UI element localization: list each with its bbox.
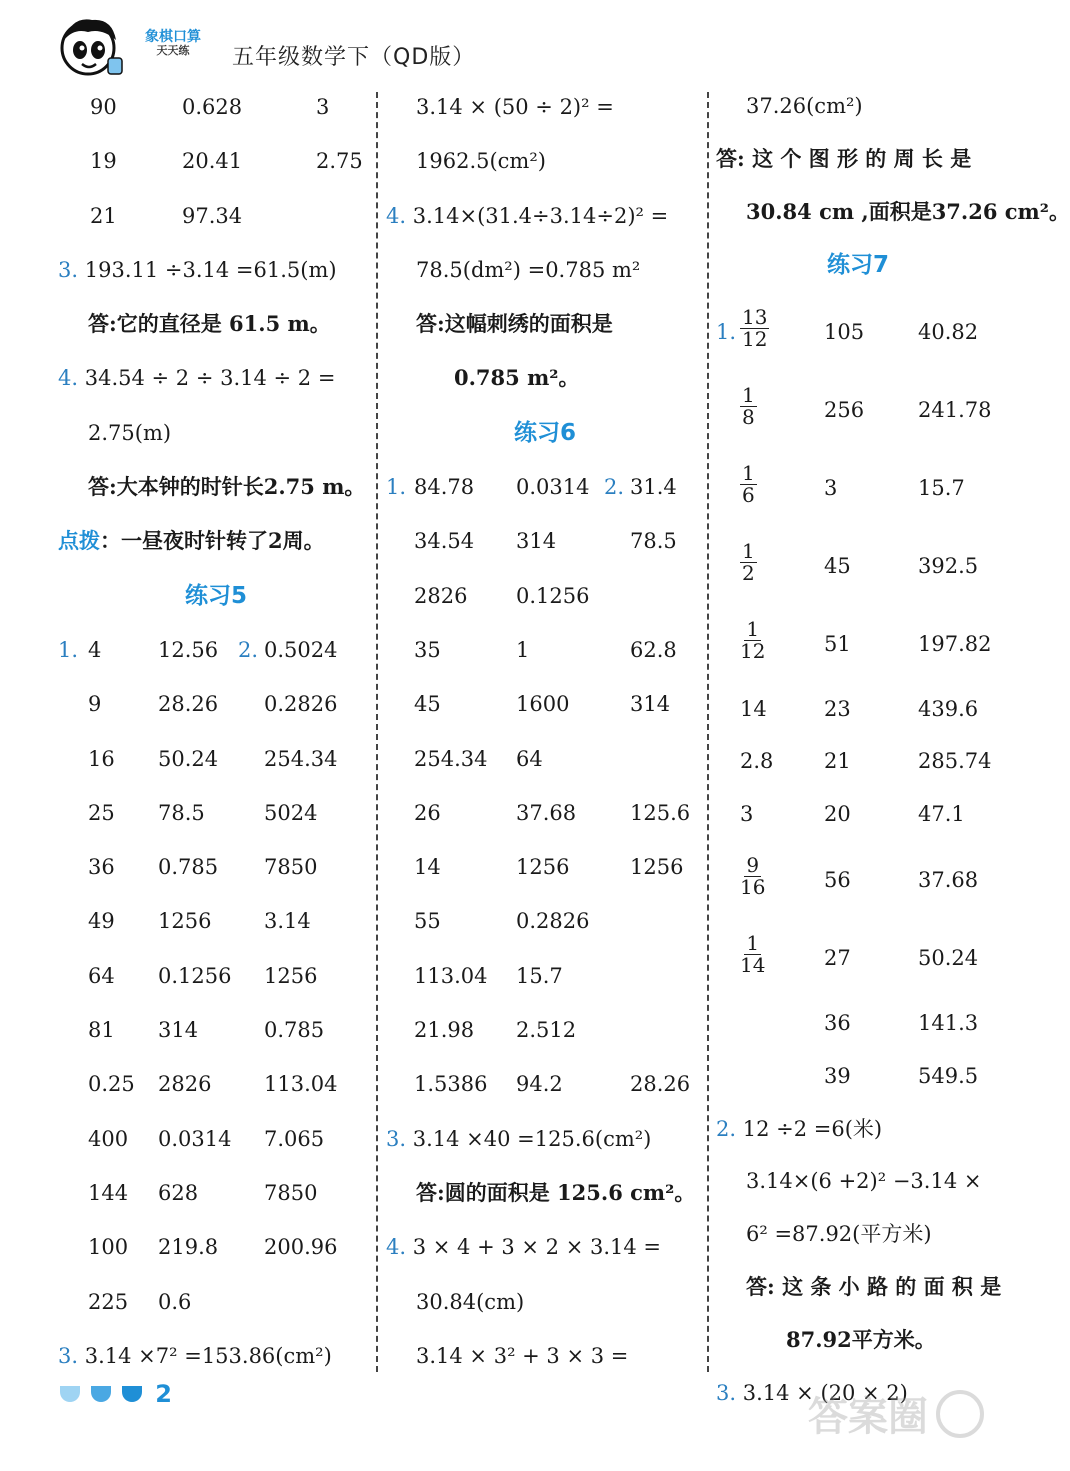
cell: 37.68 bbox=[516, 800, 577, 825]
cell: 0.0314 bbox=[516, 475, 590, 500]
cell: 254.34 bbox=[264, 746, 338, 771]
fraction-numerator: 1 bbox=[742, 382, 755, 407]
cell: 56 bbox=[824, 868, 851, 893]
fraction-numerator: 1 bbox=[742, 538, 755, 563]
cell: 27 bbox=[824, 946, 851, 971]
cell: 2826 bbox=[414, 583, 468, 608]
cell: 64 bbox=[88, 963, 115, 988]
question-number: 2. bbox=[604, 475, 625, 500]
column-1 bbox=[58, 80, 374, 1383]
cell: 7850 bbox=[264, 1180, 318, 1205]
fraction bbox=[740, 382, 757, 429]
cell: 45 bbox=[414, 692, 441, 717]
cell: 28.26 bbox=[158, 692, 219, 717]
cell: 0.628 bbox=[182, 95, 243, 119]
cell: 20 bbox=[824, 802, 851, 827]
cell: 0.25 bbox=[88, 1072, 135, 1097]
question-4 bbox=[386, 189, 704, 243]
fraction-denominator: 2 bbox=[742, 560, 755, 585]
answer-row bbox=[386, 569, 704, 623]
column-divider bbox=[376, 92, 378, 1372]
answer-row bbox=[716, 1050, 1000, 1103]
cell: 113.04 bbox=[264, 1072, 338, 1097]
answer-row bbox=[716, 371, 1000, 449]
cell: 51 bbox=[824, 631, 851, 656]
section-title: 练习5 bbox=[184, 582, 247, 609]
page-footer bbox=[60, 1380, 172, 1408]
cell: 0.2826 bbox=[516, 909, 590, 934]
cell: 55 bbox=[414, 909, 441, 934]
cell: 5024 bbox=[264, 800, 318, 825]
expression-line: 3.14 × 3² + 3 × 3 = bbox=[416, 1343, 629, 1368]
answer-row bbox=[716, 293, 1000, 371]
answer-row bbox=[58, 949, 374, 1003]
decor-dot-icon bbox=[60, 1386, 80, 1402]
fraction-numerator: 1 bbox=[746, 931, 760, 956]
cell: 1 bbox=[516, 637, 530, 662]
answer-row bbox=[58, 732, 374, 786]
cell: 90 bbox=[90, 95, 117, 119]
exercise7-rows bbox=[716, 293, 1000, 1103]
cell: 392.5 bbox=[918, 553, 979, 578]
fraction-denominator: 14 bbox=[740, 953, 766, 978]
question-number: 4. bbox=[386, 1235, 407, 1260]
cell: 39 bbox=[824, 1063, 851, 1088]
cell: 197.82 bbox=[918, 631, 992, 656]
cell: 219.8 bbox=[158, 1235, 219, 1260]
exercise5-rows bbox=[58, 623, 374, 1329]
question-4 bbox=[386, 1220, 704, 1274]
hint-text: ：一昼夜时针转了2周。 bbox=[100, 528, 325, 554]
cell: 64 bbox=[516, 746, 543, 771]
answer-row bbox=[386, 840, 704, 894]
cell: 49 bbox=[88, 909, 115, 934]
question-number: 2. bbox=[716, 1116, 737, 1141]
brand-line1: 象棋口算 bbox=[145, 29, 201, 45]
question-number: 3. bbox=[386, 1126, 407, 1151]
column-3 bbox=[716, 80, 1070, 1405]
cell: 1600 bbox=[516, 692, 570, 717]
cell: 15.7 bbox=[516, 963, 563, 988]
cell: 0.2826 bbox=[264, 692, 338, 717]
cell: 23 bbox=[824, 696, 851, 721]
column-divider bbox=[707, 92, 709, 1372]
answer-row bbox=[58, 786, 374, 840]
book-title: 五年级数学下（QD版） bbox=[232, 45, 476, 70]
cell: 3.14 bbox=[264, 909, 311, 934]
question-number: 4. bbox=[386, 203, 407, 228]
cell: 37.68 bbox=[918, 868, 979, 893]
question-2 bbox=[716, 1103, 1000, 1156]
cell: 20.41 bbox=[182, 149, 243, 174]
cell: 21.98 bbox=[414, 1018, 475, 1043]
cell: 16 bbox=[88, 746, 115, 771]
answer-line: 答:这幅刺绣的面积是 bbox=[416, 311, 613, 337]
cell: 34.54 bbox=[414, 529, 475, 554]
cell: 81 bbox=[88, 1018, 115, 1043]
cell: 2.75 bbox=[316, 149, 363, 174]
cell: 0.5024 bbox=[264, 637, 338, 662]
cell: 19 bbox=[90, 149, 117, 174]
answer-row bbox=[386, 894, 704, 948]
cell: 314 bbox=[516, 529, 557, 554]
cell: 0.1256 bbox=[516, 583, 590, 608]
answer-line: 0.785 m²。 bbox=[454, 365, 580, 391]
answer-row bbox=[58, 1057, 374, 1111]
question-3 bbox=[58, 243, 374, 297]
decor-dot-icon bbox=[91, 1386, 111, 1402]
brand-logo bbox=[130, 30, 216, 57]
fraction-denominator: 6 bbox=[742, 482, 755, 507]
cell: 439.6 bbox=[918, 696, 979, 721]
answer-row bbox=[58, 134, 374, 188]
cell: 2.512 bbox=[516, 1018, 577, 1043]
answer-row bbox=[386, 786, 704, 840]
cell: 15.7 bbox=[918, 475, 965, 500]
expression-line: 2.75(m) bbox=[88, 420, 172, 445]
cell: 0.1256 bbox=[158, 963, 232, 988]
cell: 50.24 bbox=[918, 946, 979, 971]
cell: 1.5386 bbox=[414, 1072, 488, 1097]
cell: 2826 bbox=[158, 1072, 212, 1097]
cell: 144 bbox=[88, 1180, 129, 1205]
cell: 78.5 bbox=[630, 529, 677, 554]
cell: 31.4 bbox=[630, 475, 677, 500]
exercise6-rows bbox=[386, 460, 704, 1112]
answer-row bbox=[58, 1112, 374, 1166]
answer-line: 30.84 cm ,面积是37.26 cm²。 bbox=[746, 198, 1070, 224]
cell: 0.785 bbox=[264, 1018, 325, 1043]
cell: 628 bbox=[158, 1180, 199, 1205]
cell: 4 bbox=[88, 637, 102, 662]
expression: 3.14×(31.4÷3.14÷2)² = bbox=[412, 203, 669, 228]
fraction-denominator: 12 bbox=[742, 326, 768, 351]
svg-text:答案圈: 答案圈 bbox=[808, 1394, 928, 1440]
answer-row bbox=[386, 623, 704, 677]
cell: 105 bbox=[824, 319, 865, 344]
section-title: 练习7 bbox=[826, 252, 889, 279]
page-number: 2 bbox=[155, 1380, 172, 1408]
answer-line: 87.92平方米。 bbox=[786, 1326, 936, 1352]
answer-line: 答:它的直径是 61.5 m。 bbox=[88, 311, 331, 337]
cell: 1256 bbox=[158, 909, 212, 934]
question-number: 1. bbox=[386, 475, 407, 500]
answer-row bbox=[716, 997, 1000, 1050]
fraction-denominator: 12 bbox=[740, 638, 766, 663]
fraction bbox=[740, 855, 765, 898]
cell: 21 bbox=[90, 203, 117, 228]
answer-row bbox=[386, 1057, 704, 1111]
cell: 285.74 bbox=[918, 749, 992, 774]
section-title: 练习6 bbox=[513, 419, 576, 446]
question-number: 1. bbox=[58, 637, 79, 662]
cell: 7.065 bbox=[264, 1126, 325, 1151]
expression: 3.14 ×7² =153.86(cm²) bbox=[84, 1343, 332, 1368]
expression-line: 37.26(cm²) bbox=[746, 94, 863, 118]
question-number: 4. bbox=[58, 366, 79, 391]
answer-row bbox=[58, 840, 374, 894]
answer-row bbox=[386, 460, 704, 514]
cell: 256 bbox=[824, 397, 865, 422]
cell: 14 bbox=[740, 696, 767, 721]
cell: 97.34 bbox=[182, 203, 243, 228]
expression-line: 3.14 × (50 ÷ 2)² = bbox=[416, 95, 614, 119]
hint-tag: 点拨 bbox=[58, 528, 100, 554]
answer-line: 答: 这 条 小 路 的 面 积 是 bbox=[746, 1274, 1002, 1300]
cell: 9 bbox=[88, 692, 102, 717]
fraction-numerator: 1 bbox=[746, 616, 760, 641]
answer-row bbox=[716, 449, 1000, 527]
answer-row bbox=[58, 677, 374, 731]
cell: 28.26 bbox=[630, 1072, 691, 1097]
cell: 94.2 bbox=[516, 1072, 563, 1097]
question-number: 3. bbox=[58, 1343, 79, 1368]
cell: 400 bbox=[88, 1126, 129, 1151]
fraction-numerator: 13 bbox=[742, 304, 768, 329]
answer-row bbox=[386, 732, 704, 786]
question-number: 1. bbox=[716, 319, 737, 344]
answer-line: 答: 这 个 图 形 的 周 长 是 bbox=[716, 145, 972, 171]
cell: 241.78 bbox=[918, 397, 992, 422]
cell: 35 bbox=[414, 637, 441, 662]
decor-dot-icon bbox=[122, 1386, 142, 1402]
answer-row bbox=[716, 735, 1000, 788]
answer-row bbox=[716, 788, 1000, 841]
cell: 113.04 bbox=[414, 963, 488, 988]
cell: 3 bbox=[316, 95, 330, 119]
cell: 78.5 bbox=[158, 800, 205, 825]
cell: 50.24 bbox=[158, 746, 219, 771]
cell: 26 bbox=[414, 800, 441, 825]
watermark-logo bbox=[800, 1380, 990, 1466]
cell: 25 bbox=[88, 800, 115, 825]
question-number: 2. bbox=[238, 637, 259, 662]
hint-line bbox=[58, 514, 374, 568]
cell: 100 bbox=[88, 1235, 129, 1260]
answer-row bbox=[716, 527, 1000, 605]
fraction bbox=[740, 304, 769, 351]
cell: 1256 bbox=[630, 855, 684, 880]
answer-row bbox=[58, 894, 374, 948]
cell: 36 bbox=[88, 855, 115, 880]
fraction bbox=[740, 460, 757, 507]
expression-line: 78.5(dm²) =0.785 m² bbox=[416, 257, 641, 282]
cell: 45 bbox=[824, 553, 851, 578]
column-2 bbox=[386, 80, 704, 1383]
fraction-denominator: 16 bbox=[740, 875, 766, 900]
cell: 12.56 bbox=[158, 637, 219, 662]
cell: 62.8 bbox=[630, 637, 677, 662]
cell: 21 bbox=[824, 749, 851, 774]
answer-row bbox=[386, 514, 704, 568]
answer-row bbox=[386, 677, 704, 731]
cell: 0.785 bbox=[158, 855, 219, 880]
expression-line: 3.14×(6 +2)² −3.14 × bbox=[746, 1169, 982, 1194]
answer-row bbox=[58, 189, 374, 243]
answer-row bbox=[386, 1003, 704, 1057]
cell: 314 bbox=[630, 692, 671, 717]
fraction bbox=[740, 538, 757, 585]
answer-row bbox=[58, 1220, 374, 1274]
mascot-icon bbox=[52, 10, 130, 82]
answer-row bbox=[58, 1003, 374, 1057]
cell: 125.6 bbox=[630, 800, 691, 825]
question-4 bbox=[58, 351, 374, 405]
expression: 3.14 ×40 =125.6(cm²) bbox=[412, 1126, 652, 1151]
expression: 3.14 × (20 × 2) bbox=[742, 1380, 908, 1405]
cell: 36 bbox=[824, 1011, 851, 1036]
fraction bbox=[740, 933, 765, 976]
expression: 12 ÷2 =6(米) bbox=[742, 1116, 883, 1141]
answer-row bbox=[716, 605, 1000, 683]
cell: 2.8 bbox=[740, 749, 774, 774]
cell: 40.82 bbox=[918, 319, 979, 344]
answer-row bbox=[716, 683, 1000, 736]
answer-row bbox=[58, 1166, 374, 1220]
answer-row bbox=[58, 623, 374, 677]
answer-row bbox=[716, 841, 1000, 919]
fraction-numerator: 9 bbox=[746, 853, 760, 878]
brand-line2: 天天练 bbox=[156, 44, 190, 58]
question-3 bbox=[386, 1112, 704, 1166]
expression-line: 30.84(cm) bbox=[416, 1289, 525, 1314]
cell: 84.78 bbox=[414, 475, 475, 500]
expression-line: 6² =87.92(平方米) bbox=[746, 1222, 932, 1247]
expression-line: 1962.5(cm²) bbox=[416, 149, 546, 174]
fraction bbox=[740, 616, 766, 663]
fraction-numerator: 1 bbox=[742, 460, 755, 485]
cell: 314 bbox=[158, 1018, 199, 1043]
cell: 1256 bbox=[264, 963, 318, 988]
answer-row bbox=[716, 919, 1000, 997]
expression: 193.11 ÷3.14 =61.5(m) bbox=[84, 257, 337, 282]
page-header bbox=[0, 0, 1000, 82]
cell: 225 bbox=[88, 1289, 129, 1314]
expression: 3 × 4 + 3 × 2 × 3.14 = bbox=[412, 1235, 661, 1260]
answer-row bbox=[58, 1275, 374, 1329]
question-number: 3. bbox=[58, 257, 79, 282]
expression: 34.54 ÷ 2 ÷ 3.14 ÷ 2 = bbox=[84, 366, 336, 391]
cell: 3 bbox=[740, 802, 754, 827]
cell: 0.6 bbox=[158, 1289, 192, 1314]
fraction-denominator: 8 bbox=[742, 404, 755, 429]
question-number: 3. bbox=[716, 1380, 737, 1405]
cell: 7850 bbox=[264, 855, 318, 880]
answer-line: 答:圆的面积是 125.6 cm²。 bbox=[416, 1179, 696, 1205]
cell: 200.96 bbox=[264, 1235, 338, 1260]
answer-row bbox=[386, 949, 704, 1003]
answer-line: 答:大本钟的时针长2.75 m。 bbox=[88, 474, 366, 500]
cell: 0.0314 bbox=[158, 1126, 232, 1151]
cell: 254.34 bbox=[414, 746, 488, 771]
cell: 549.5 bbox=[918, 1063, 979, 1088]
cell: 14 bbox=[414, 855, 441, 880]
cell: 1256 bbox=[516, 855, 570, 880]
cell: 3 bbox=[824, 475, 838, 500]
answer-row bbox=[58, 80, 374, 134]
cell: 141.3 bbox=[918, 1011, 979, 1036]
cell: 47.1 bbox=[918, 802, 965, 827]
question-3 bbox=[58, 1329, 374, 1383]
